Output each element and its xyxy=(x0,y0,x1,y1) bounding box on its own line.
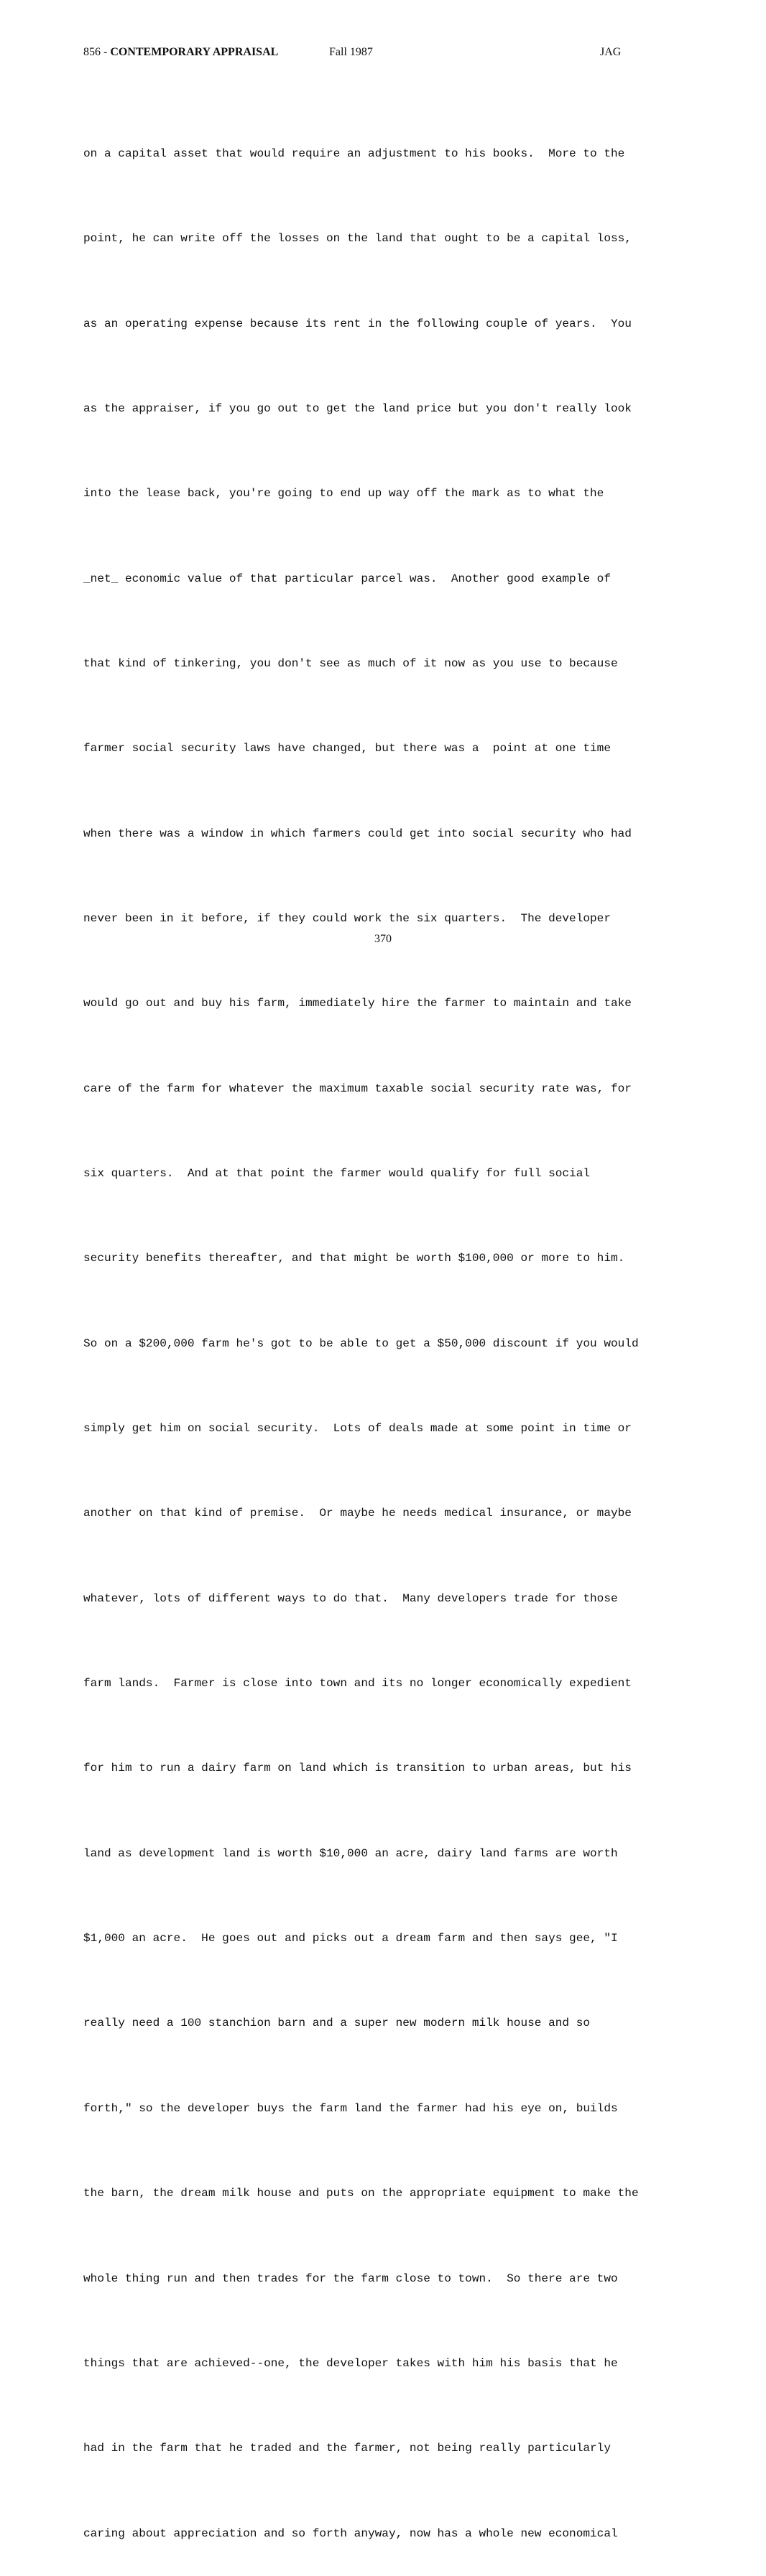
text-line: as an operating expense because its rent in the following couple of years. You xyxy=(83,317,632,330)
text-line: another on that kind of premise. Or maybe he needs medical insurance, or maybe xyxy=(83,1507,632,1520)
text-line: into the lease back, you're going to end up way off the mark as to what the xyxy=(83,487,604,501)
text-line: for him to run a dairy farm on land which is transition to urban areas, but his xyxy=(83,1762,632,1775)
text-line: $1,000 an acre. He goes out and picks out a dream farm and then says gee, "I xyxy=(83,1932,618,1945)
text-line: had in the farm that he traded and the farmer, not being really particularly xyxy=(83,2442,611,2455)
text-line: caring about appreciation and so forth anyway, now has a whole new economical xyxy=(83,2526,618,2540)
author-initials: JAG xyxy=(600,46,622,58)
text-line: _net_ economic value of that particular parcel was. Another good example of xyxy=(83,572,611,585)
text-line: really need a 100 stanchion barn and a super new modern milk house and so xyxy=(83,2017,591,2030)
text-line: on a capital asset that would require an adjustment to his books. More to the xyxy=(83,147,625,160)
text-line: farmer social security laws have changed, but there was a point at one time xyxy=(83,742,611,755)
transcript-body xyxy=(83,83,730,2576)
text-line: simply get him on social security. Lots of deals made at some point in time or xyxy=(83,1422,632,1436)
page-number: 370 xyxy=(374,933,392,945)
course-number: 856 - xyxy=(83,46,111,58)
text-line: forth," so the developer buys the farm land the farmer had his eye on, builds xyxy=(83,2101,618,2115)
course-title: CONTEMPORARY APPRAISAL xyxy=(110,46,279,58)
text-line: that kind of tinkering, you don't see as much of it now as you use to because xyxy=(83,656,618,670)
text-line: care of the farm for whatever the maximum taxable social security rate was, for xyxy=(83,1082,632,1095)
page-header xyxy=(0,45,766,60)
text-line: as the appraiser, if you go out to get the land price but you don't really look xyxy=(83,401,632,415)
text-line: whatever, lots of different ways to do that. Many developers trade for those xyxy=(83,1591,618,1605)
text-line: farm lands. Farmer is close into town and its no longer economically expedient xyxy=(83,1677,632,1691)
text-line: So on a $200,000 farm he's got to be able to get a $50,000 discount if you would xyxy=(83,1336,639,1350)
text-line: things that are achieved--one, the developer takes with him his basis that he xyxy=(83,2356,618,2370)
text-line: land as development land is worth $10,000 an acre, dairy land farms are worth xyxy=(83,1846,618,1860)
text-line: whole thing run and then trades for the farm close to town. So there are two xyxy=(83,2272,618,2285)
text-line: the barn, the dream milk house and puts on the appropriate equipment to make the xyxy=(83,2187,639,2200)
text-line: point, he can write off the losses on the land that ought to be a capital loss, xyxy=(83,232,632,246)
course-heading xyxy=(83,45,278,60)
text-line: when there was a window in which farmers could get into social security who had xyxy=(83,827,632,840)
term-label: Fall 1987 xyxy=(329,46,373,58)
text-line: would go out and buy his farm, immediately hire the farmer to maintain and take xyxy=(83,997,632,1010)
text-line: security benefits thereafter, and that might be worth $100,000 or more to him. xyxy=(83,1252,625,1265)
text-line: never been in it before, if they could work the six quarters. The developer xyxy=(83,912,611,925)
text-line: six quarters. And at that point the farmer would qualify for full social xyxy=(83,1167,591,1181)
